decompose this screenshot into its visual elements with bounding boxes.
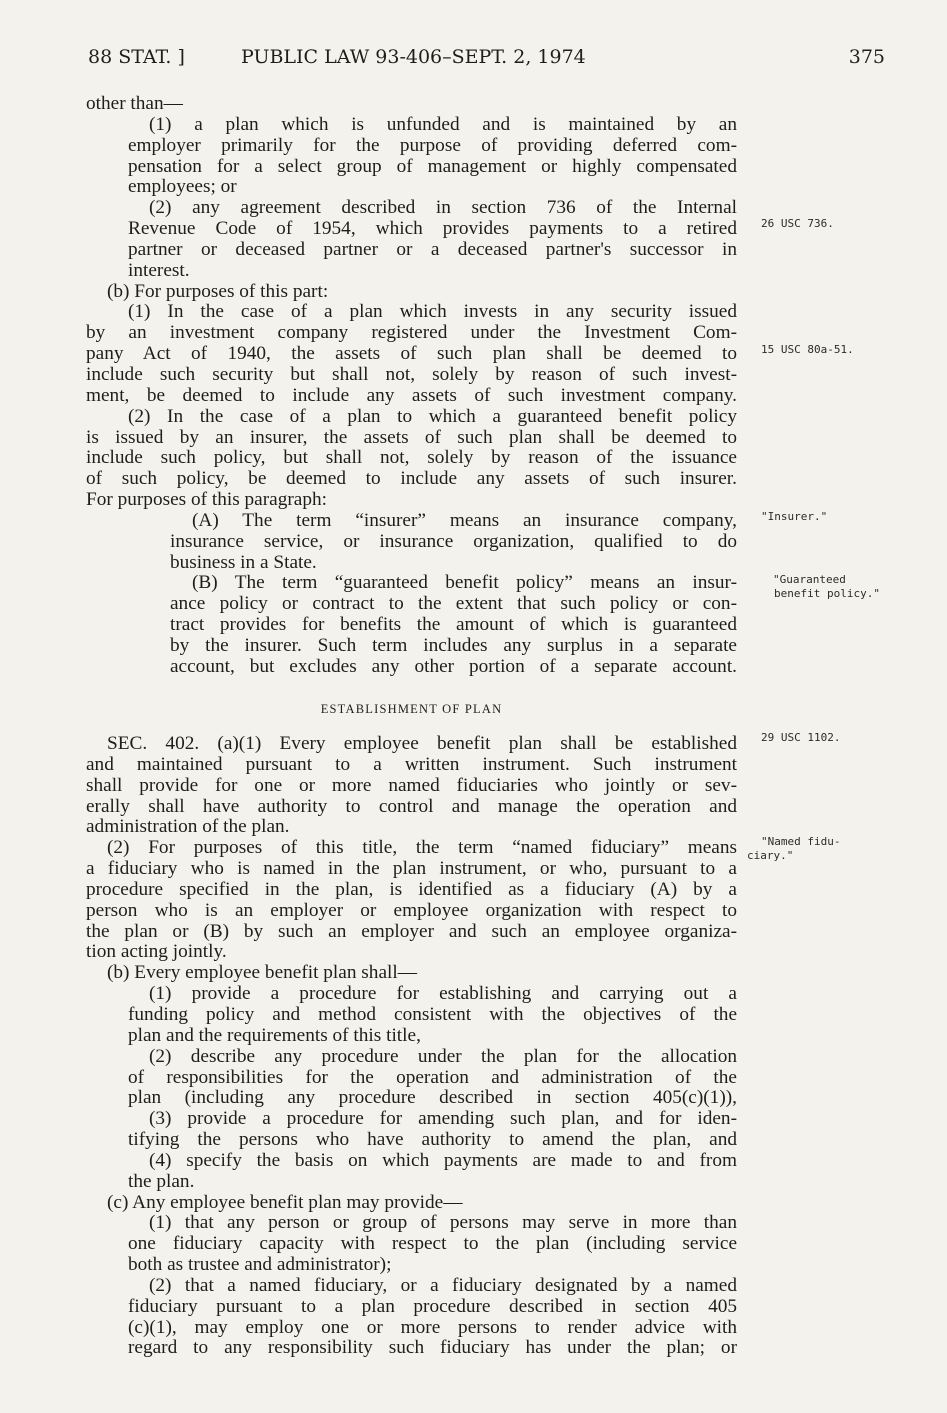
text-line: (3) provide a procedure for amending such plan, and for iden- [149, 1108, 737, 1130]
text-line: For purposes of this paragraph: [86, 489, 327, 511]
text-line: a fiduciary who is named in the plan instrument, or who, pursuant to a [86, 858, 737, 880]
text-line: of responsibilities for the operation and administration of the [128, 1066, 737, 1088]
text-line: one fiduciary capacity with respect to the plan (including service [128, 1233, 737, 1255]
margin-note-ciary: ciary." [747, 849, 794, 862]
text-line: (1) that any person or group of persons may serve in more than [149, 1212, 737, 1234]
text-line: tract provides for benefits the amount of which is guaranteed [170, 614, 737, 636]
section-402-text [86, 734, 737, 1359]
text-line: (2) describe any procedure under the plan for the allocation [149, 1045, 737, 1067]
text-line: (2) that a named fiduciary, or a fiduciary designated by a named [149, 1274, 737, 1296]
text-line: partner or deceased partner or a deceased partner's successor in [128, 238, 737, 260]
text-line: plan (including any procedure described in section 405(c)(1)), [128, 1087, 737, 1109]
text-line: include such policy, but shall not, solely by reason of the issuance [86, 447, 737, 469]
text-line: is issued by an insurer, the assets of such plan shall be deemed to [86, 426, 737, 448]
text-line: employer primarily for the purpose of providing deferred com- [128, 134, 737, 156]
text-line: account, but excludes any other portion of a separate account. [170, 655, 737, 677]
margin-note-29-usc-1102: 29 USC 1102. [761, 731, 841, 744]
margin-note-15-usc-80a-51: 15 USC 80a-51. [761, 343, 854, 356]
text-line: SEC. 402. (a)(1) Every employee benefit plan shall be established [107, 733, 737, 754]
text-line: and maintained pursuant to a written instrument. Such instrument [86, 753, 737, 775]
margin-note-26-usc-736: 26 USC 736. [761, 217, 834, 230]
text-line: the plan or (B) by such an employer and such an employee organiza- [86, 920, 737, 942]
text-line: regard to any responsibility such fiduciary has under the plan; or [128, 1337, 737, 1359]
text-line: interest. [128, 259, 190, 281]
text-line: administration of the plan. [86, 816, 290, 838]
text-line: (1) In the case of a plan which invests in any security issued [128, 301, 737, 323]
text-line: (B) The term “guaranteed benefit policy” means an insur- [192, 572, 737, 594]
heading-establishment-of-plan: ESTABLISHMENT OF PLAN [320, 702, 503, 716]
text-line: ment, be deemed to include any assets of such investment company. [86, 384, 737, 406]
text-line: erally shall have authority to control and manage the operation and [86, 795, 737, 817]
text-line: both as trustee and administrator); [128, 1254, 392, 1276]
text-line: the plan. [128, 1170, 195, 1192]
header-stat: 88 STAT. ] [88, 46, 185, 68]
text-line: tifying the persons who have authority to amend the plan, and [128, 1129, 737, 1151]
text-line: of such policy, be deemed to include any assets of such insurer. [86, 468, 737, 490]
text-line: (1) provide a procedure for establishing and carrying out a [149, 983, 737, 1005]
text-line: (2) For purposes of this title, the term “named fiduciary” means [107, 837, 737, 859]
text-line: pany Act of 1940, the assets of such plan shall be deemed to [86, 343, 737, 365]
text-line: ance policy or contract to the extent that such policy or con- [170, 593, 737, 615]
text-line: business in a State. [170, 551, 317, 573]
margin-note-guaranteed: "Guaranteed [773, 573, 846, 586]
text-line: insurance service, or insurance organization, qualified to do [170, 530, 737, 552]
text-line: employees; or [128, 176, 237, 198]
text-line: (2) In the case of a plan to which a guaranteed benefit policy [128, 405, 737, 427]
text-line: other than— [86, 93, 183, 114]
section-heading [86, 699, 737, 720]
text-line: tion acting jointly. [86, 941, 227, 963]
text-line: shall provide for one or more named fiduciaries who jointly or sev- [86, 774, 737, 796]
text-line: pensation for a select group of management or highly compensated [128, 155, 737, 177]
margin-note-named-fiduciary: "Named fidu- [761, 835, 841, 848]
text-line: include such security but shall not, solely by reason of such invest- [86, 363, 737, 385]
margin-note-insurer: "Insurer." [761, 510, 828, 523]
text-line: (A) The term “insurer” means an insurance company, [192, 509, 737, 531]
text-line: (4) specify the basis on which payments are made to and from [149, 1149, 737, 1171]
page-number: 375 [848, 46, 885, 68]
text-line: by an investment company registered under the Investment Com- [86, 322, 737, 344]
text-line: (c) Any employee benefit plan may provide— [107, 1191, 463, 1213]
text-line: funding policy and method consistent with the objectives of the [128, 1003, 737, 1025]
text-line: person who is an employer or employee organization with respect to [86, 899, 737, 921]
text-line: by the insurer. Such term includes any surplus in a separate [170, 634, 737, 656]
text-line: (1) a plan which is unfunded and is maintained by an [149, 113, 737, 135]
text-line: (2) any agreement described in section 736 of the Internal [149, 197, 737, 219]
text-line: (b) For purposes of this part: [107, 280, 329, 302]
text-line: (c)(1), may employ one or more persons to render advice with [128, 1316, 737, 1338]
header-title: PUBLIC LAW 93-406–SEPT. 2, 1974 [241, 46, 586, 68]
text-line: fiduciary pursuant to a plan procedure described in section 405 [128, 1295, 737, 1317]
text-line: procedure specified in the plan, is identified as a fiduciary (A) by a [86, 878, 737, 900]
margin-note-benefit-policy: benefit policy." [774, 587, 880, 600]
text-line: plan and the requirements of this title, [128, 1024, 421, 1046]
text-line: (b) Every employee benefit plan shall— [107, 962, 417, 984]
main-text [86, 94, 737, 678]
text-line: Revenue Code of 1954, which provides payments to a retired [128, 218, 737, 240]
